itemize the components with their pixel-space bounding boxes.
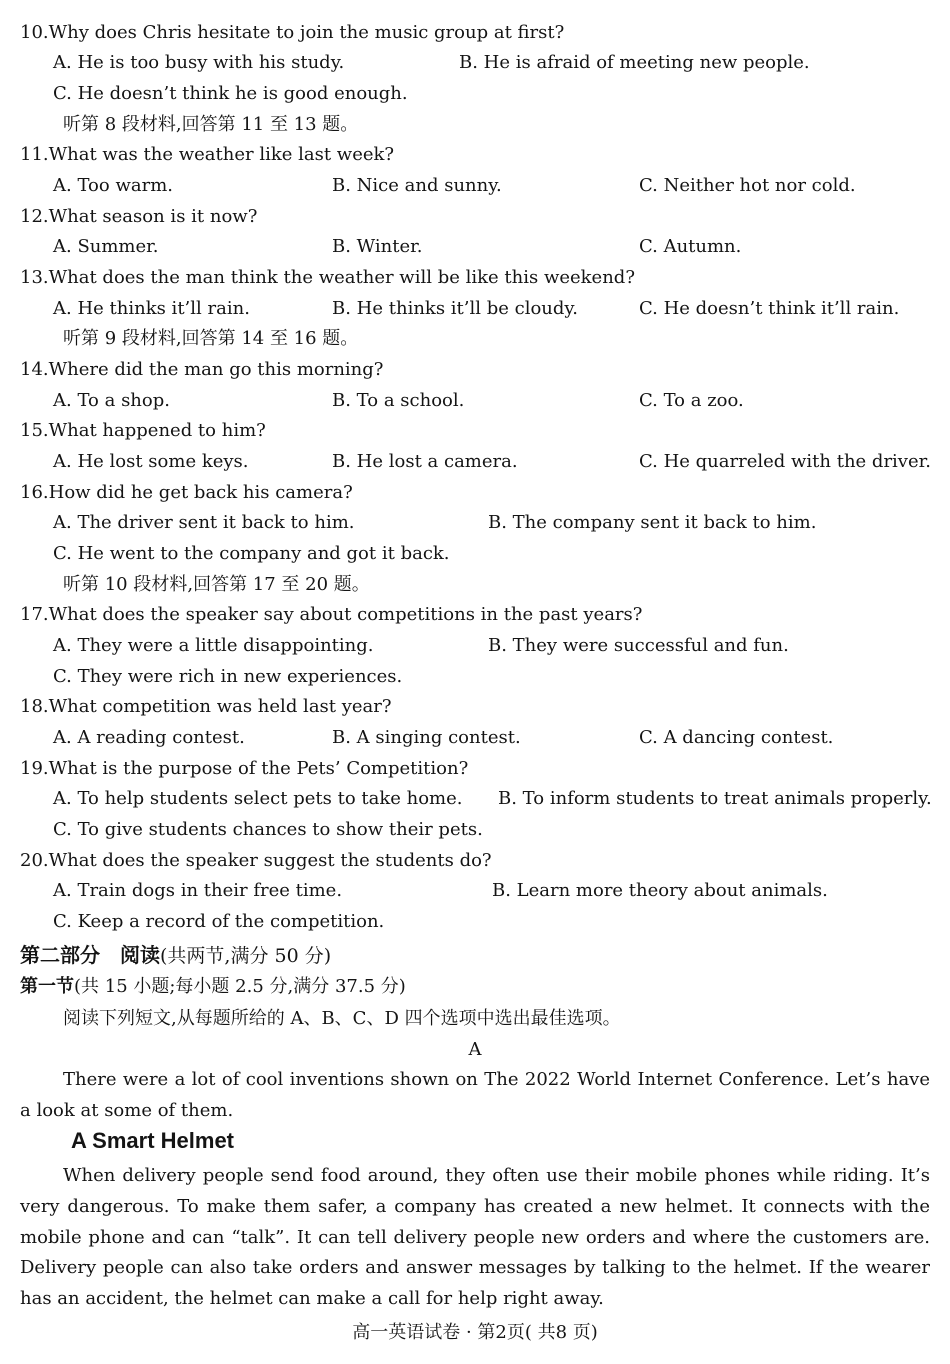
question-number: 10.	[20, 22, 49, 43]
option-a: A. He lost some keys.	[53, 451, 249, 472]
question-11	[20, 140, 950, 170]
question-number: 15.	[20, 420, 49, 441]
options-row	[0, 48, 950, 78]
options-row	[0, 386, 950, 416]
options-row	[0, 784, 950, 814]
option-b: B. They were successful and fun.	[488, 635, 789, 656]
option-a: A. To help students select pets to take home.	[53, 788, 463, 809]
question-number: 19.	[20, 758, 49, 779]
passage-subtitle: A Smart Helmet	[71, 1128, 235, 1153]
question-12	[20, 202, 950, 232]
question-number: 17.	[20, 604, 49, 625]
option-c: C. A dancing contest.	[639, 727, 834, 748]
options-row	[0, 631, 950, 661]
option-c: C. Neither hot nor cold.	[639, 175, 856, 196]
question-14	[20, 355, 950, 385]
question-number: 11.	[20, 144, 49, 165]
section1-note: (共 15 小题;每小题 2.5 分,满分 37.5 分)	[74, 976, 406, 997]
option-b: B. He lost a camera.	[332, 451, 518, 472]
passage-label: A	[468, 1039, 482, 1060]
option-c: C. He doesn’t think he is good enough.	[53, 83, 408, 104]
part2-heading	[20, 940, 950, 970]
option-b: B. He thinks it’ll be cloudy.	[332, 298, 578, 319]
option-a: A. Summer.	[53, 236, 159, 257]
question-number: 16.	[20, 482, 49, 503]
option-c: C. He doesn’t think it’ll rain.	[639, 298, 900, 319]
option-c: C. He quarreled with the driver.	[639, 451, 931, 472]
question-13	[20, 263, 950, 293]
question-17	[20, 600, 950, 630]
option-a: A. Train dogs in their free time.	[53, 880, 343, 901]
question-18	[20, 692, 950, 722]
passage-paragraph: When delivery people send food around, they often use their mobile phones while riding. It’s very dangerous. To make them safer, a company has created a new helmet. It connects with the mobile phone and can “talk”. It can tell delivery people new orders and where the customers are. Delivery people can also take orders and answer messages by talking to the helmet. If the wearer has an accident, the helmet can make a call for help right away.	[20, 1165, 930, 1310]
listening-instruction: 听第 10 段材料,回答第 17 至 20 题。	[63, 574, 370, 595]
option-b: B. To inform students to treat animals properly.	[498, 788, 932, 809]
question-number: 14.	[20, 359, 49, 380]
options-row	[0, 876, 950, 906]
question-text: What does the speaker suggest the students do?	[48, 850, 492, 871]
question-number: 12.	[20, 206, 49, 227]
option-b: B. Winter.	[332, 236, 423, 257]
option-a: A. He thinks it’ll rain.	[53, 298, 250, 319]
option-b: B. He is afraid of meeting new people.	[459, 52, 810, 73]
option-b: B. To a school.	[332, 390, 465, 411]
listening-instruction: 听第 8 段材料,回答第 11 至 13 题。	[63, 114, 359, 135]
options-row	[0, 294, 950, 324]
question-text: What does the man think the weather will be like this weekend?	[48, 267, 635, 288]
option-a: A. To a shop.	[53, 390, 170, 411]
option-a: A. The driver sent it back to him.	[53, 512, 355, 533]
option-a: A. They were a little disappointing.	[53, 635, 374, 656]
question-text: What was the weather like last week?	[48, 144, 395, 165]
question-text: How did he get back his camera?	[48, 482, 353, 503]
reading-instruction: 阅读下列短文,从每题所给的 A、B、C、D 四个选项中选出最佳选项。	[63, 1008, 621, 1029]
question-19	[20, 754, 950, 784]
section1-heading	[20, 972, 950, 1002]
option-b: B. The company sent it back to him.	[488, 512, 817, 533]
question-text: What does the speaker say about competitions in the past years?	[48, 604, 643, 625]
options-row	[0, 447, 950, 477]
question-text: What competition was held last year?	[48, 696, 392, 717]
page-footer: 高一英语试卷 · 第2页( 共8 页)	[352, 1322, 598, 1343]
passage-intro: There were a lot of cool inventions shown on The 2022 World Internet Conference. Let’s have a look at some of them.	[20, 1069, 930, 1121]
option-c: C. They were rich in new experiences.	[53, 666, 403, 687]
question-text: What happened to him?	[48, 420, 266, 441]
option-a: A. He is too busy with his study.	[53, 52, 345, 73]
question-text: What is the purpose of the Pets’ Competition?	[48, 758, 469, 779]
option-a: A. Too warm.	[53, 175, 173, 196]
question-text: Why does Chris hesitate to join the music group at first?	[48, 22, 565, 43]
options-row	[0, 232, 950, 262]
options-row	[0, 508, 950, 538]
question-20	[20, 846, 950, 876]
question-15	[20, 416, 950, 446]
question-text: Where did the man go this morning?	[48, 359, 384, 380]
listening-instruction: 听第 9 段材料,回答第 14 至 16 题。	[63, 328, 359, 349]
option-c: C. Keep a record of the competition.	[53, 911, 385, 932]
question-number: 20.	[20, 850, 49, 871]
part2-title: 第二部分 阅读	[20, 943, 160, 967]
option-a: A. A reading contest.	[53, 727, 245, 748]
question-number: 13.	[20, 267, 49, 288]
option-c: C. He went to the company and got it back.	[53, 543, 450, 564]
option-b: B. Learn more theory about animals.	[492, 880, 828, 901]
question-text: What season is it now?	[48, 206, 258, 227]
part2-note: (共两节,满分 50 分)	[160, 945, 332, 967]
question-16	[20, 478, 950, 508]
option-c: C. To give students chances to show their pets.	[53, 819, 483, 840]
question-10	[20, 18, 950, 48]
options-row	[0, 171, 950, 201]
section1-title: 第一节	[20, 976, 74, 997]
question-number: 18.	[20, 696, 49, 717]
option-c: C. To a zoo.	[639, 390, 744, 411]
option-b: B. Nice and sunny.	[332, 175, 502, 196]
option-b: B. A singing contest.	[332, 727, 521, 748]
option-c: C. Autumn.	[639, 236, 742, 257]
options-row	[0, 723, 950, 753]
